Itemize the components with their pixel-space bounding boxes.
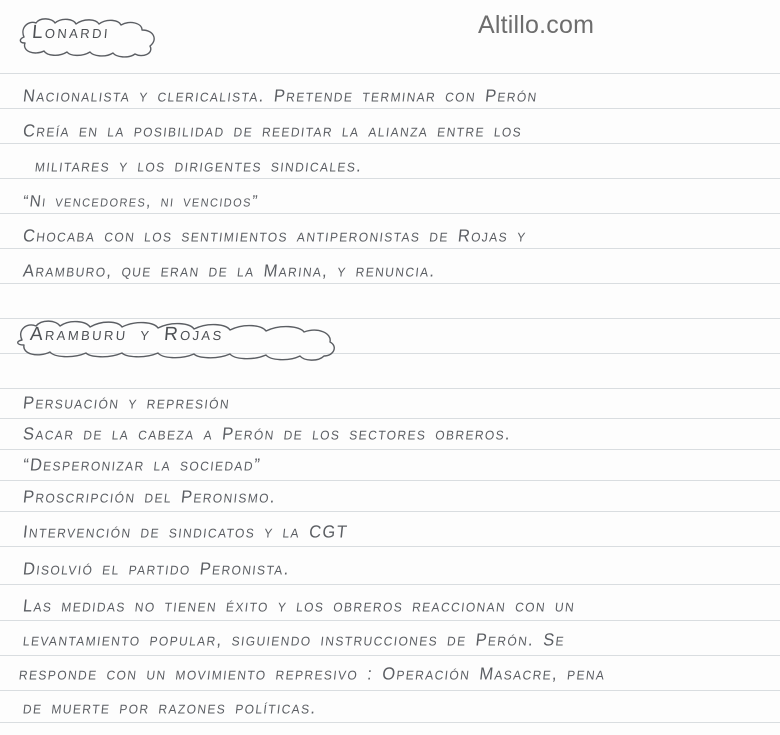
- note-line: levantamiento popular, siguiendo instrucciones de Perón. Se: [22, 630, 567, 650]
- site-watermark: Altillo.com: [478, 11, 595, 39]
- section-heading-aramburu-rojas: [12, 318, 240, 353]
- section-heading-label: Aramburu y Rojas: [29, 324, 225, 345]
- note-line: Aramburo, que eran de la Marina, y renuncia.: [22, 261, 437, 281]
- note-line: Disolvió el partido Peronista.: [22, 559, 291, 579]
- note-line: “Ni vencedores, ni vencidos”: [22, 192, 260, 211]
- note-line: Intervención de sindicatos y la CGT: [22, 522, 350, 542]
- note-line: responde con un movimiento represivo : Operación Masacre, pena: [18, 664, 607, 684]
- note-line: Persuación y represión: [22, 393, 232, 413]
- note-line: Las medidas no tienen éxito y los obreros reaccionan con un: [22, 596, 577, 616]
- section-heading-label: Lonardi: [31, 22, 111, 43]
- note-line: de muerte por razones políticas.: [22, 698, 318, 718]
- note-line: Chocaba con los sentimientos antiperonistas de Rojas y: [22, 226, 528, 246]
- note-line: militares y los dirigentes sindicales.: [34, 156, 364, 176]
- note-line: Proscripción del Peronismo.: [22, 487, 278, 507]
- note-line: “Desperonizar la sociedad”: [22, 455, 262, 475]
- note-line: Nacionalista y clericalista. Pretende terminar con Perón: [22, 86, 539, 106]
- note-line: Sacar de la cabeza a Perón de los sectores obreros.: [22, 424, 513, 444]
- note-line: Creía en la posibilidad de reeditar la alianza entre los: [22, 121, 524, 141]
- section-heading-lonardi: [14, 16, 126, 51]
